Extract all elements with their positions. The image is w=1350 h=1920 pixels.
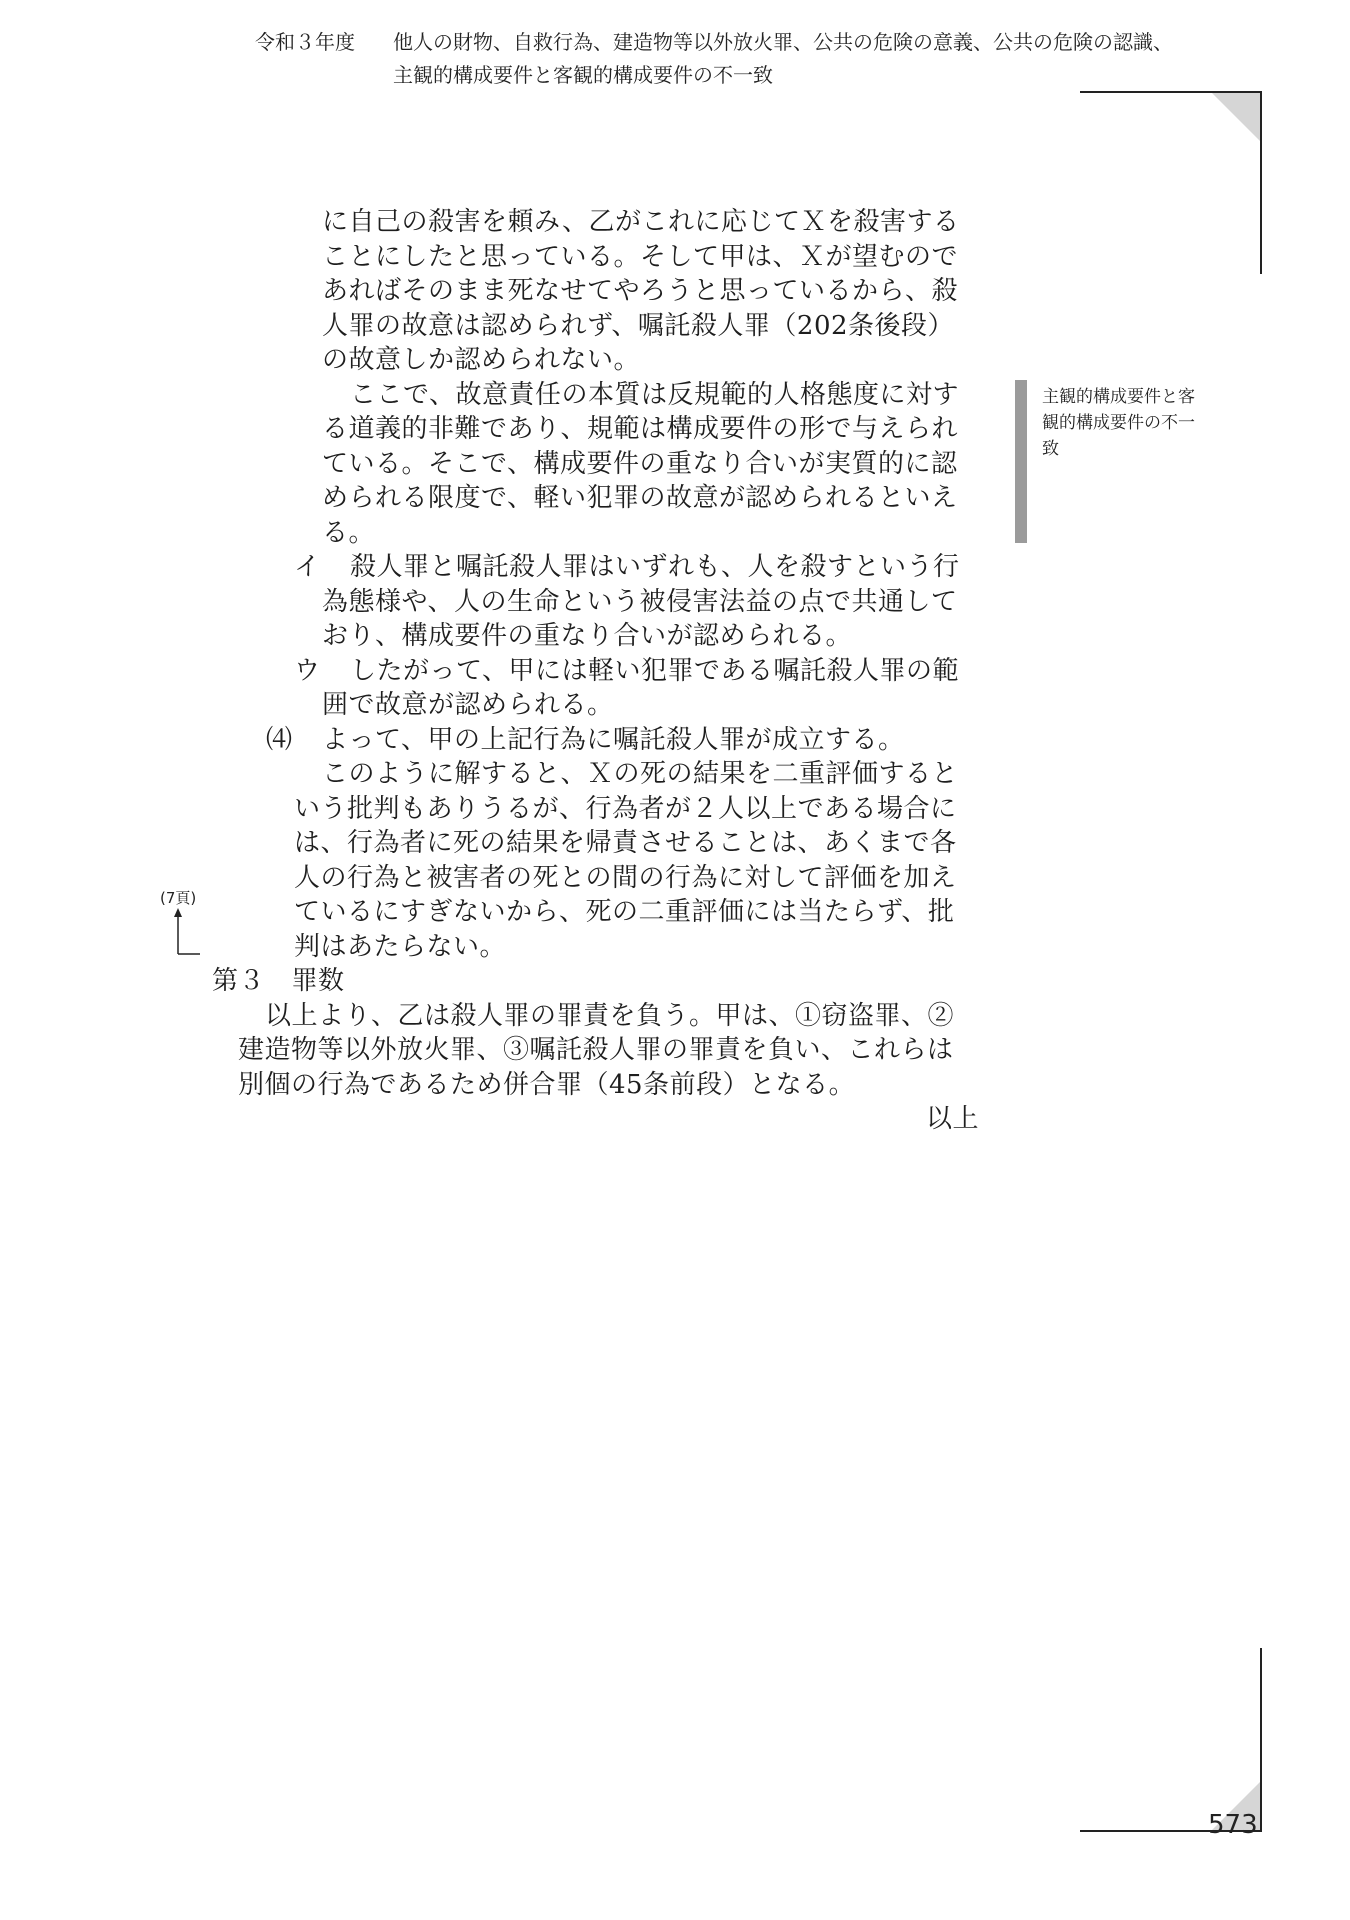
- text-line: よって、甲の上記行為に嘱託殺人罪が成立する。: [322, 725, 905, 755]
- text-line: 人の行為と被害者の死との間の行為に対して評価を加え: [294, 863, 957, 893]
- text-line: は、行為者に死の結果を帰責させることは、あくまで各: [294, 828, 957, 858]
- text-line: いう批判もありうるが、行為者が２人以上である場合に: [294, 794, 957, 824]
- header-title-line-2: 主観的構成要件と客観的構成要件の不一致: [393, 63, 773, 87]
- text-line: る。: [322, 518, 376, 548]
- closing-mark: 以上: [926, 1104, 980, 1134]
- side-note-bar: [1015, 380, 1027, 543]
- header-title-line-1: 他人の財物、自救行為、建造物等以外放火罪、公共の危険の意義、公共の危険の認識、: [393, 30, 1173, 54]
- text-line: ここで、故意責任の本質は反規範的人格態度に対す: [350, 380, 959, 410]
- page-reference-note: (7頁): [160, 889, 197, 907]
- item-marker-i: イ: [294, 552, 321, 582]
- item-marker-u: ウ: [294, 656, 321, 686]
- side-note-line: 致: [1042, 439, 1059, 459]
- text-line: ている。そこで、構成要件の重なり合いが実質的に認: [322, 449, 958, 479]
- item-marker-4: ⑷: [266, 725, 293, 755]
- text-line: の故意しか認められない。: [322, 345, 641, 375]
- text-line: 以上より、乙は殺人罪の罪責を負う。甲は、①窃盗罪、②: [265, 1001, 955, 1031]
- text-line: 為態様や、人の生命という被侵害法益の点で共通して: [322, 587, 958, 617]
- text-line: 別個の行為であるため併合罪（45条前段）となる。: [238, 1070, 856, 1100]
- text-line: 判はあたらない。: [294, 932, 507, 962]
- reference-arrow-icon: [168, 908, 208, 958]
- text-line: る道義的非難であり、規範は構成要件の形で与えられ: [322, 414, 959, 444]
- text-line: に自己の殺害を頼み、乙がこれに応じてＸを殺害する: [322, 207, 960, 237]
- text-line: おり、構成要件の重なり合いが認められる。: [322, 621, 853, 651]
- section-heading: 第３ 罪数: [212, 966, 345, 996]
- text-line: ことにしたと思っている。そして甲は、Ｘが望むので: [322, 242, 959, 272]
- text-line: 建造物等以外放火罪、③嘱託殺人罪の罪責を負い、これらは: [238, 1035, 954, 1065]
- text-line: められる限度で、軽い犯罪の故意が認められるといえ: [322, 483, 958, 513]
- text-line: このように解すると、Ｘの死の結果を二重評価すると: [322, 759, 959, 789]
- side-note: [1042, 384, 1242, 462]
- text-line: 殺人罪と嘱託殺人罪はいずれも、人を殺すという行: [350, 552, 960, 582]
- frame-right-line-bottom: [1260, 1648, 1262, 1832]
- side-note-line: 主観的構成要件と客: [1042, 387, 1195, 407]
- frame-right-line-top: [1260, 91, 1262, 274]
- text-line: あればそのまま死なせてやろうと思っているから、殺: [322, 276, 959, 306]
- corner-fold-top: [1212, 93, 1260, 141]
- side-note-line: 観的構成要件の不一: [1042, 413, 1195, 433]
- text-line: 囲で故意が認められる。: [322, 690, 614, 720]
- text-line: したがって、甲には軽い犯罪である嘱託殺人罪の範: [350, 656, 959, 686]
- text-line: 人罪の故意は認められず、嘱託殺人罪（202条後段）: [322, 311, 955, 341]
- text-line: ているにすぎないから、死の二重評価には当たらず、批: [294, 897, 955, 927]
- header-year: 令和３年度: [255, 30, 355, 54]
- page-number: 573: [1208, 1810, 1258, 1840]
